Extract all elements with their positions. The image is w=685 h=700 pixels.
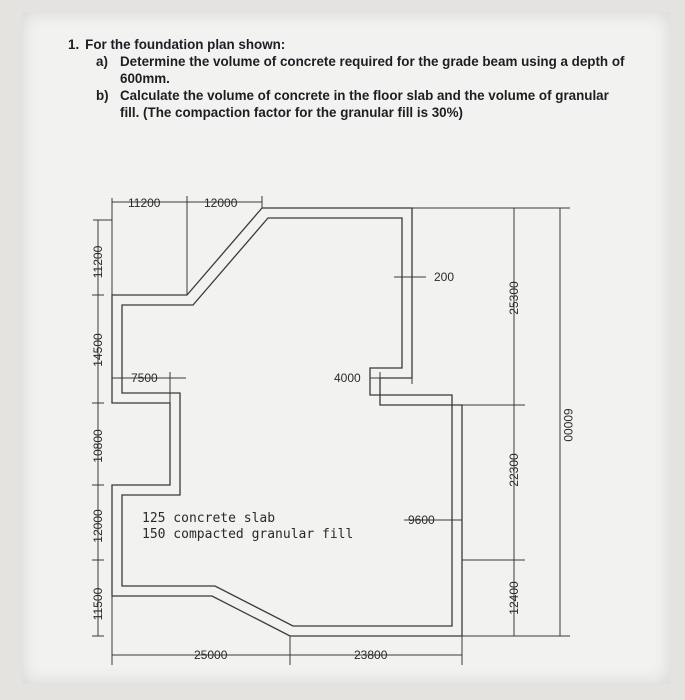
- dim-left-2: 14500: [91, 333, 105, 367]
- dim-left-4: 12000: [91, 509, 105, 543]
- dim-bottom-2: 23800: [354, 648, 388, 662]
- dim-left-1: 11200: [91, 245, 105, 279]
- dim-right-2: 22300: [507, 453, 521, 487]
- question-stem: For the foundation plan shown:: [85, 37, 286, 52]
- dim-wall-thickness: 200: [434, 270, 455, 284]
- dim-top-1: 11200: [128, 196, 161, 210]
- question-number: 1.: [68, 37, 80, 52]
- slab-note-line-2: 150 compacted granular fill: [142, 527, 354, 542]
- part-b-label: b): [96, 88, 109, 103]
- dim-step-width: 9600: [408, 513, 435, 527]
- dim-notch-left: 7500: [131, 371, 158, 385]
- dim-notch-right: 4000: [334, 371, 361, 385]
- part-a-text: Determine the volume of concrete required for the grade beam using a depth of 600mm.: [120, 54, 625, 86]
- part-a-label: a): [96, 54, 108, 69]
- slab-note-line-1: 125 concrete slab: [142, 511, 276, 526]
- dim-right-1: 25300: [507, 281, 521, 315]
- dim-overall-right: 60000: [561, 408, 575, 442]
- dim-bottom-1: 25000: [194, 648, 228, 662]
- wall-outer-outline: [112, 208, 462, 636]
- dim-left-3: 10800: [91, 429, 105, 463]
- dim-top-2: 12000: [204, 196, 238, 210]
- dim-right-3: 12400: [507, 581, 521, 615]
- dim-left-5: 11500: [91, 587, 105, 621]
- part-b-text: Calculate the volume of concrete in the floor slab and the volume of granular fill. (The compaction factor for the granular fill is 30%): [120, 88, 609, 120]
